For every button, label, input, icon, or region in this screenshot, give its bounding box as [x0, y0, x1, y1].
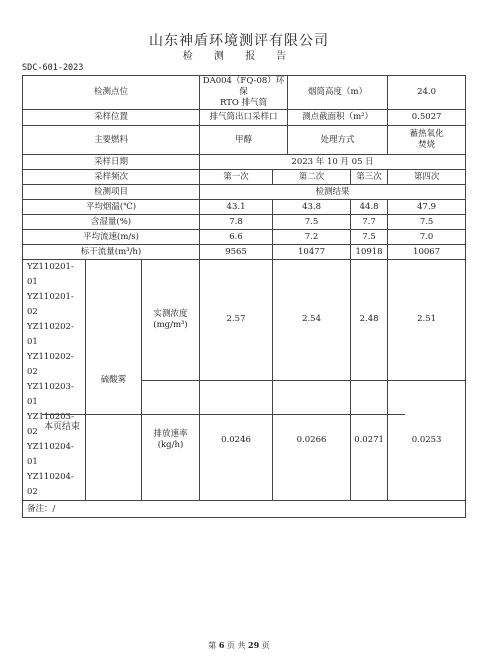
treatment-label: 处理方式 — [288, 126, 388, 155]
measure-label — [142, 260, 200, 381]
page-number: 6 — [218, 640, 225, 650]
measure-label-line1: 排放速率 — [153, 429, 188, 440]
date-label: 采样日期 — [23, 155, 200, 170]
param-label: 平均烟温(℃) — [23, 200, 200, 215]
param-value: 7.2 — [273, 230, 351, 245]
company-name: 山东神盾环境测评有限公司 — [149, 33, 329, 49]
measure-value: 0.0246 — [200, 380, 273, 501]
footer-mid: 页 共 — [226, 641, 246, 650]
param-row-temperature — [23, 200, 466, 215]
sample-location-value: 排气筒出口采样口 — [200, 110, 288, 126]
frequency-3: 第三次 — [351, 170, 388, 185]
param-value: 7.5 — [388, 215, 466, 230]
remark: 备注：/ — [23, 501, 466, 518]
param-value: 47.9 — [388, 200, 466, 215]
chimney-height-value: 24.0 — [388, 76, 466, 110]
sample-code: YZ110203-02 — [27, 412, 74, 437]
sample-code: YZ110204-01 — [27, 442, 74, 467]
param-label: 平均流速(m/s) — [23, 230, 200, 245]
treatment-value — [388, 126, 466, 155]
param-value: 10067 — [388, 245, 466, 260]
param-value: 6.6 — [200, 230, 273, 245]
sample-code: YZ110201-02 — [27, 292, 74, 317]
sample-code: YZ110201-01 — [27, 262, 74, 287]
measure-value: 2.57 — [200, 260, 273, 381]
frequency-1: 第一次 — [200, 170, 273, 185]
measure-value: 0.0271 — [351, 380, 388, 501]
measure-value: 0.0253 — [388, 380, 466, 501]
footer-suffix: 页 — [261, 641, 270, 650]
footer-prefix: 第 — [208, 641, 217, 650]
sample-code: YZ110202-02 — [27, 352, 74, 377]
items-label: 检测项目 — [23, 185, 200, 200]
pollutant-name: 硫酸雾 — [86, 260, 142, 501]
param-row-flow — [23, 245, 466, 260]
results-label: 检测结果 — [200, 185, 466, 200]
param-value: 10477 — [273, 245, 351, 260]
measure-value: 0.0266 — [273, 380, 351, 501]
param-label: 含湿量(%) — [23, 215, 200, 230]
frequency-row — [23, 170, 466, 185]
remark-row — [23, 501, 466, 518]
section-area-value: 0.5027 — [388, 110, 466, 126]
report-type: 检 测 报 告 — [182, 51, 296, 62]
param-value: 7.8 — [200, 215, 273, 230]
page-end-text: 本页结束 — [44, 422, 81, 432]
items-header-row — [23, 185, 466, 200]
sample-code: YZ110203-01 — [27, 382, 74, 407]
chimney-height-label: 烟筒高度（m） — [288, 76, 388, 110]
measure-label-line2: (kg/h) — [157, 440, 184, 451]
param-value: 7.7 — [351, 215, 388, 230]
measure-row-concentration — [23, 260, 466, 381]
treatment-line2: 焚烧 — [418, 140, 436, 150]
fuel-value: 甲醇 — [200, 126, 288, 155]
frequency-4: 第四次 — [388, 170, 466, 185]
measure-label-line1: 实测浓度 — [153, 308, 188, 319]
sample-code: YZ110202-01 — [27, 322, 74, 347]
location-row — [23, 110, 466, 126]
point-label: 检测点位 — [23, 76, 200, 110]
point-value — [200, 76, 288, 110]
param-label: 标干流量(m³/h) — [23, 245, 200, 260]
param-value: 43.8 — [273, 200, 351, 215]
measure-value: 2.48 — [351, 260, 388, 381]
param-value: 9565 — [200, 245, 273, 260]
param-value: 10918 — [351, 245, 388, 260]
sample-location-label: 采样位置 — [23, 110, 200, 126]
param-value: 43.1 — [200, 200, 273, 215]
frequency-2: 第二次 — [273, 170, 351, 185]
param-value: 44.8 — [351, 200, 388, 215]
param-row-moisture — [23, 215, 466, 230]
page-footer — [0, 640, 478, 651]
frequency-label: 采样频次 — [23, 170, 200, 185]
date-row — [23, 155, 466, 170]
param-row-velocity — [23, 230, 466, 245]
sample-code: YZ110204-02 — [27, 472, 74, 497]
param-value: 7.5 — [351, 230, 388, 245]
report-table — [22, 75, 466, 518]
sample-codes — [23, 260, 86, 501]
param-value: 7.5 — [273, 215, 351, 230]
point-line2: RTO 排气筒 — [219, 98, 268, 108]
treatment-line1: 蓄热氧化 — [409, 129, 444, 139]
document-number: SDC-601-2023 — [22, 63, 84, 73]
point-row — [23, 76, 466, 110]
date-value: 2023 年 10 月 05 日 — [200, 155, 466, 170]
measure-value: 2.51 — [388, 260, 466, 381]
section-area-label: 测点截面积（m²） — [288, 110, 388, 126]
end-divider — [42, 414, 405, 415]
fuel-label: 主要燃料 — [23, 126, 200, 155]
measure-label-line2: (mg/m³) — [153, 319, 188, 330]
measure-label — [142, 380, 200, 501]
param-value: 7.0 — [388, 230, 466, 245]
total-pages: 29 — [248, 640, 260, 650]
point-line1: DA004（FQ-08）环保 — [202, 76, 285, 97]
fuel-row — [23, 126, 466, 155]
measure-value: 2.54 — [273, 260, 351, 381]
